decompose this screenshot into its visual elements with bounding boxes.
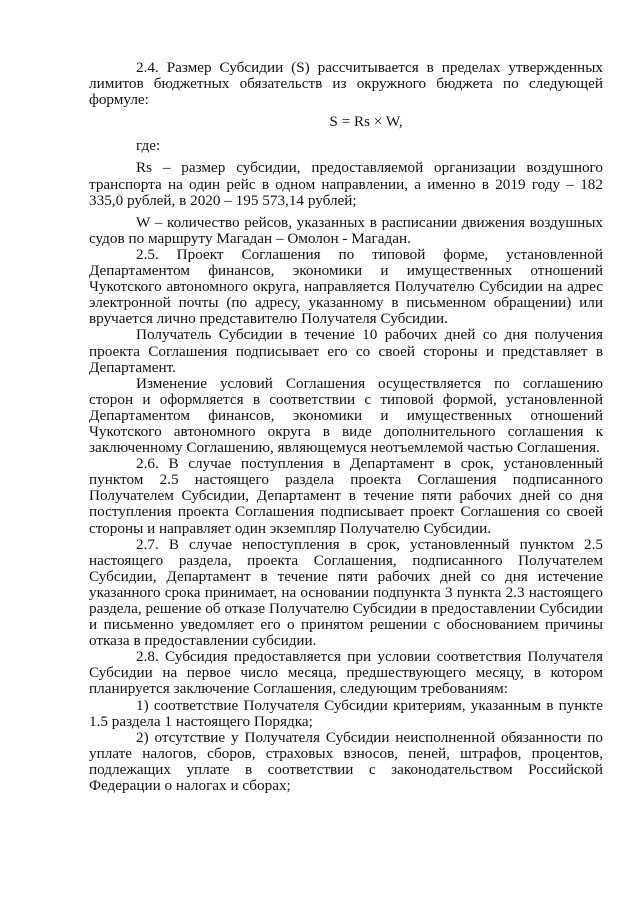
paragraph-2-6: 2.6. В случае поступления в Департамент в срок, установленный пунктом 2.5 настоящего раздела проекта Соглашения подписанного Получателем Субсидии, Департамент в течение пяти рабочих дней со дня поступления проекта Соглашения подписывает проект Соглашения со своей стороны и направляет один экземпляр Получателю Субсидии. bbox=[89, 455, 603, 537]
document-page bbox=[89, 60, 603, 794]
paragraph-recipient-signing: Получатель Субсидии в течение 10 рабочих дней со дня получения проекта Соглашения подписывает его со своей стороны и представляет в Департамент. bbox=[89, 326, 603, 376]
paragraph-rs-definition: Rs – размер субсидии, предоставляемой организации воздушного транспорта на один рейс в одном направлении, а именно в 2019 году – 182 335,0 рублей, в 2020 – 195 573,14 рублей; bbox=[89, 159, 603, 209]
paragraph-w-definition: W – количество рейсов, указанных в расписании движения воздушных судов по маршруту Магадан – Омолон - Магадан. bbox=[89, 213, 603, 247]
paragraph-where: где: bbox=[136, 137, 161, 155]
paragraph-requirement-2: 2) отсутствие у Получателя Субсидии неисполненной обязанности по уплате налогов, сборов, страховых взносов, пеней, штрафов, процентов, подлежащих уплате в соответствии с законодательством Российской Федерации о налогах и сборах; bbox=[89, 728, 603, 795]
paragraph-2-4: 2.4. Размер Субсидии (S) рассчитывается в пределах утвержденных лимитов бюджетных обязательств из окружного бюджета по следующей формуле: bbox=[89, 59, 603, 109]
spacer bbox=[89, 130, 603, 138]
paragraph-requirement-1: 1) соответствие Получателя Субсидии критериям, указанным в пункте 1.5 раздела 1 настоящего Порядка; bbox=[89, 696, 603, 730]
formula: S = Rs × W, bbox=[329, 113, 403, 131]
paragraph-2-5: 2.5. Проект Соглашения по типовой форме, установленной Департаментом финансов, экономики и имущественных отношений Чукотского автономного округа, направляется Получателю Субсидии на адрес электронной почты (по адресу, указанному в письменном обращении) или вручается лично представителю Получателя Субсидии. bbox=[89, 245, 603, 328]
paragraph-2-7: 2.7. В случае непоступления в срок, установленный пунктом 2.5 настоящего раздела, проекта Соглашения, подписанного Получателем Субсидии, Департамент в течение пяти рабочих дней со дня истечение указанного срока принимает, на основании подпункта 3 пункта 2.3 настоящего раздела, решение об отказе Получателю Субсидии в предоставлении Субсидии и письменно уведомляет его о принятом решении с обоснованием причины отказа в предоставлении субсидии. bbox=[89, 535, 603, 650]
paragraph-2-8: 2.8. Субсидия предоставляется при условии соответствия Получателя Субсидии на первое число месяца, предшествующего месяцу, в котором планируется заключение Соглашения, следующим требованиям: bbox=[89, 648, 603, 698]
paragraph-agreement-changes: Изменение условий Соглашения осуществляется по соглашению сторон и оформляется в соответствии с типовой формой, установленной Департаментом финансов, экономики и имущественных отношений Чукотского автономного округа в виде дополнительного соглашения к заключенному Соглашению, являющемуся неотъемлемой частью Соглашения. bbox=[89, 374, 603, 457]
